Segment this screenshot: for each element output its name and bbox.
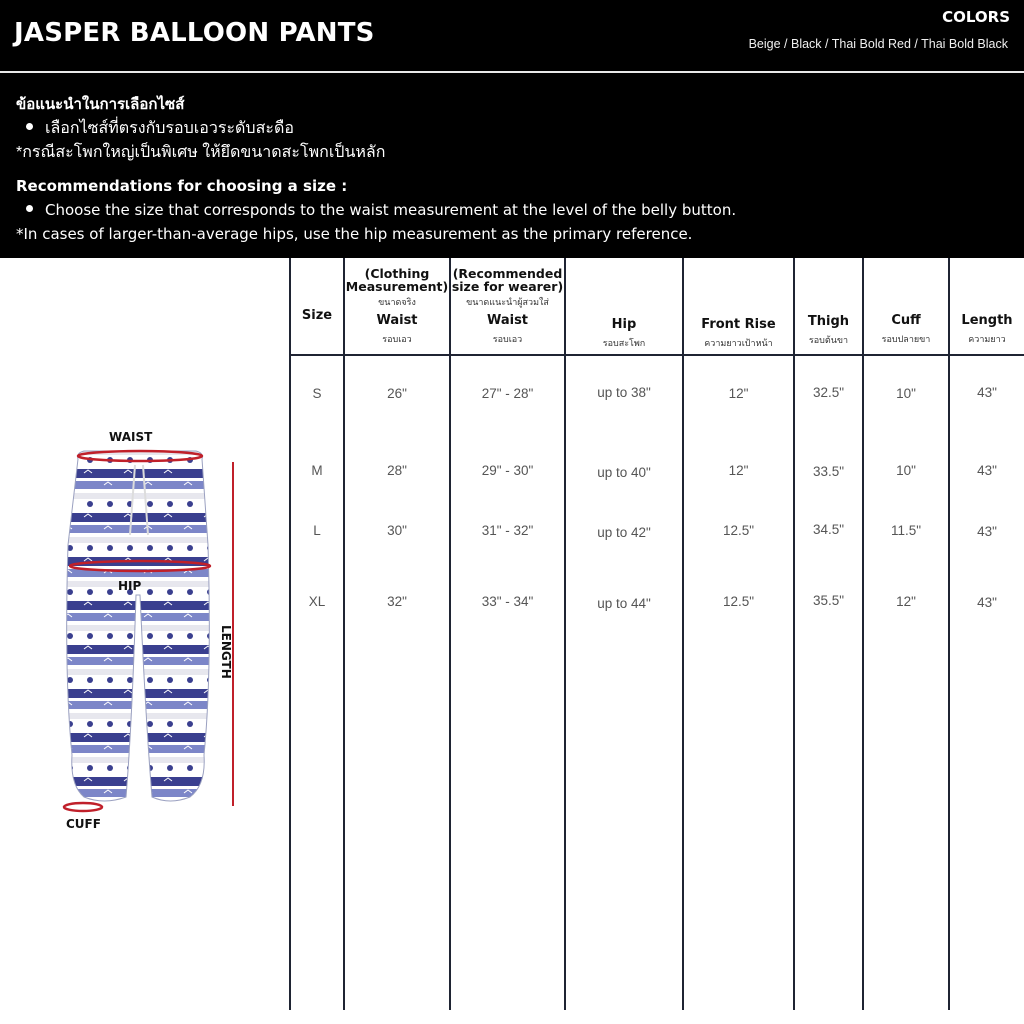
bullet-icon (26, 123, 33, 130)
table-header-cuff: Cuff รอบปลายขา (881, 313, 931, 345)
recommendations-th-heading: ข้อแนะนำในการเลือกไซส์ (16, 95, 185, 113)
table-cell: L (313, 523, 321, 538)
table-cell: up to 40" (597, 465, 651, 480)
table-cell: 29" - 30" (481, 463, 534, 478)
table-divider (343, 258, 345, 1010)
table-divider (289, 258, 291, 1010)
table-cell: 11.5" (890, 523, 922, 538)
table-cell: 35.5" (812, 593, 845, 608)
page-title: JASPER BALLOON PANTS (14, 18, 375, 48)
bullet-icon (26, 205, 33, 212)
recommendations-th-bullet (26, 116, 294, 141)
table-cell: 43" (977, 385, 997, 400)
table-divider (682, 258, 684, 1010)
table-cell: 10" (896, 386, 916, 401)
table-divider (793, 258, 795, 1010)
table-header-waist-clothing: (Clothing Measurement) ขนาดจริง Waist รอบเอว (345, 266, 449, 345)
table-divider (564, 258, 566, 1010)
table-cell: 28" (387, 463, 407, 478)
colors-label: COLORS (942, 8, 1010, 26)
table-cell: 12.5" (722, 523, 755, 538)
table-header-divider (290, 354, 1024, 356)
hip-label: HIP (118, 579, 142, 593)
waist-label: WAIST (109, 430, 153, 444)
table-divider (948, 258, 950, 1010)
recommendations-en-note: *In cases of larger-than-average hips, use the hip measurement as the primary reference. (16, 225, 693, 243)
table-cell: up to 42" (597, 525, 651, 540)
table-cell: XL (308, 594, 326, 609)
table-header-length: Length ความยาว (961, 313, 1013, 345)
header-divider (0, 71, 1024, 73)
recommendations-en-bullet-text: Choose the size that corresponds to the waist measurement at the level of the belly button. (45, 201, 737, 219)
length-label: LENGTH (219, 625, 233, 679)
table-cell: 33" - 34" (481, 594, 534, 609)
table-cell: 34.5" (812, 522, 845, 537)
table-cell: 12" (728, 463, 749, 478)
table-cell: 10" (896, 463, 916, 478)
table-cell: up to 44" (597, 596, 651, 611)
table-header-size: Size (301, 308, 333, 323)
table-cell: 32" (387, 594, 407, 609)
table-header-hip: Hip รอบสะโพก (602, 317, 646, 349)
cuff-label: CUFF (66, 817, 101, 831)
table-cell: up to 38" (597, 385, 651, 400)
table-cell: 30" (387, 523, 407, 538)
table-cell: 12.5" (722, 594, 755, 609)
recommendations-th-note: *กรณีสะโพกใหญ่เป็นพิเศษ ให้ยึดขนาดสะโพกเป็นหลัก (16, 144, 386, 161)
table-cell: 12" (896, 594, 916, 609)
table-header-waist-recommended: (Recommended size for wearer) ขนาดแนะนำผู้สวมใส่ Waist รอบเอว (451, 266, 564, 345)
pants-illustration (40, 425, 270, 835)
pants-drawing (40, 425, 270, 835)
table-cell: 27" - 28" (481, 386, 534, 401)
table-cell: S (312, 386, 322, 401)
header-banner (0, 0, 1024, 258)
recommendations-en-heading: Recommendations for choosing a size : (16, 177, 348, 195)
table-cell: 43" (977, 595, 997, 610)
table-header-front-rise: Front Rise ความยาวเป้าหน้า (701, 317, 776, 349)
table-header-thigh: Thigh รอบต้นขา (807, 314, 850, 346)
table-divider (449, 258, 451, 1010)
table-cell: 33.5" (812, 464, 845, 479)
colors-list: Beige / Black / Thai Bold Red / Thai Bold Black (748, 37, 1008, 51)
table-cell: 43" (977, 463, 997, 478)
recommendations-th-bullet-text: เลือกไซส์ที่ตรงกับรอบเอวระดับสะดือ (45, 120, 294, 137)
table-divider (862, 258, 864, 1010)
table-cell: 31" - 32" (481, 523, 534, 538)
table-cell: 12" (728, 386, 749, 401)
table-cell: M (311, 463, 323, 478)
table-cell: 43" (977, 524, 997, 539)
table-cell: 26" (387, 386, 407, 401)
recommendations-en-bullet (26, 201, 736, 219)
table-cell: 32.5" (812, 385, 845, 400)
